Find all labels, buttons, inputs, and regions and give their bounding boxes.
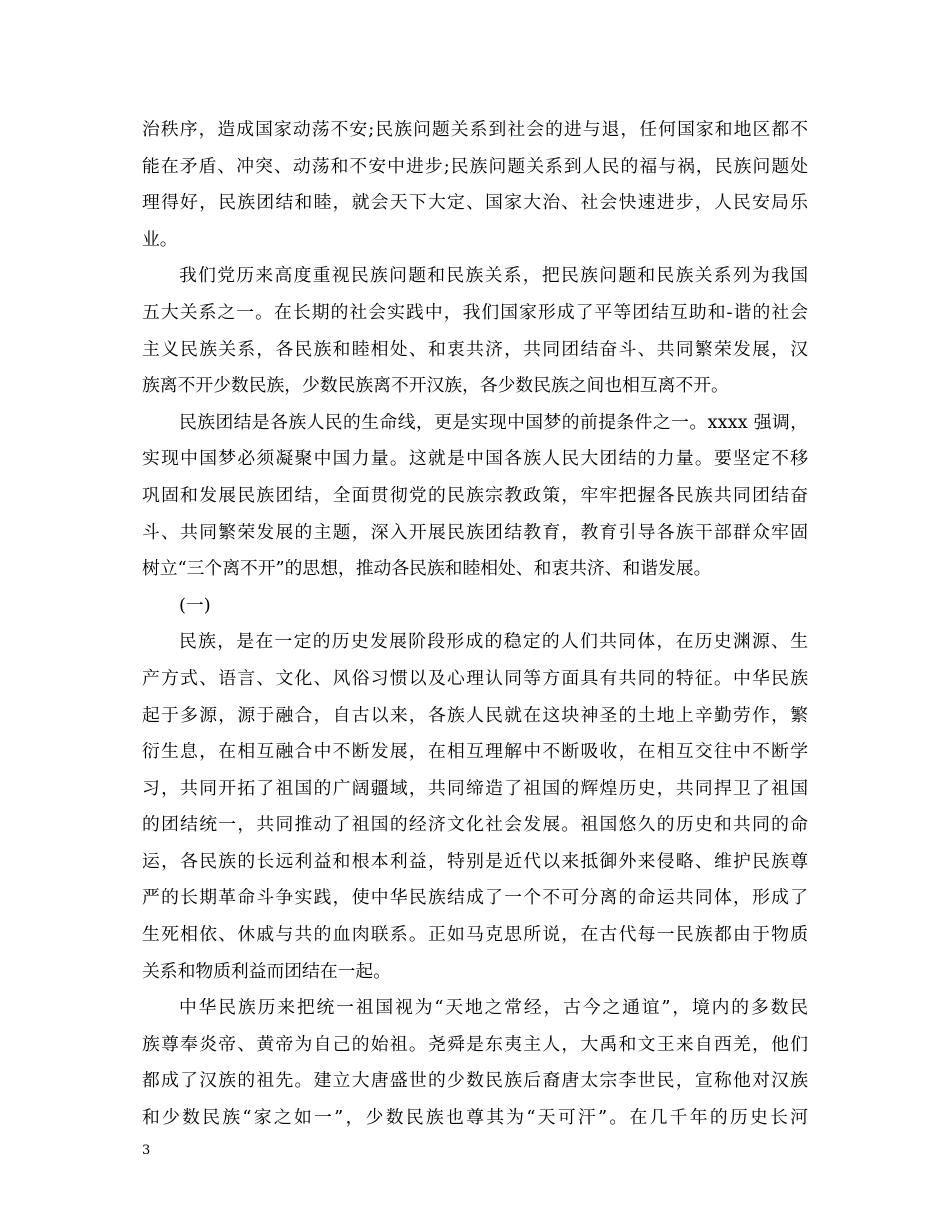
- text-line: 民族，是在一定的历史发展阶段形成的稳定的人们共同体，在历史渊源、生: [179, 631, 808, 653]
- text-line: 都成了汉族的祖先。建立大唐盛世的少数民族后裔唐太宗李世民，宣称他对汉族: [142, 1070, 808, 1092]
- text-line: 衍生息，在相互融合中不断发展，在相互理解中不断吸收，在相互交往中不断学: [142, 741, 808, 763]
- text-line: 运，各民族的长远利益和根本利益，特别是近代以来抵御外来侵略、维护民族尊: [142, 850, 808, 872]
- text-line: (一): [179, 594, 211, 616]
- text-line: 产方式、语言、文化、风俗习惯以及心理认同等方面具有共同的特征。中华民族: [142, 667, 808, 689]
- text-line: 我们党历来高度重视民族问题和民族关系，把民族问题和民族关系列为我国: [179, 265, 808, 287]
- text-line: 的团结统一，共同推动了祖国的经济文化社会发展。祖国悠久的历史和共同的命: [142, 814, 808, 836]
- text-line: 和少数民族“家之如一”，少数民族也尊其为“天可汗”。在几千年的历史长河: [142, 1107, 808, 1129]
- text-line: 起于多源，源于融合，自古以来，各族人民就在这块神圣的土地上辛勤劳作，繁: [142, 704, 808, 726]
- page-number: 3: [142, 1143, 151, 1158]
- text-line: 治秩序，造成国家动荡不安;民族问题关系到社会的进与退，任何国家和地区都不: [142, 119, 808, 140]
- text-line: 族尊奉炎帝、黄帝为自己的始祖。尧舜是东夷主人，大禹和文王来自西羌，他们: [142, 1033, 808, 1055]
- text-line: 生死相依、休戚与共的血肉联系。正如马克思所说，在古代每一民族都由于物质: [142, 924, 808, 946]
- text-line: 民族团结是各族人民的生命线，更是实现中国梦的前提条件之一。xxxx 强调，: [179, 411, 808, 433]
- text-line: 树立“三个离不开”的思想，推动各民族和睦相处、和衷共济、和谐发展。: [142, 558, 712, 580]
- text-line: 关系和物质利益而团结在一起。: [142, 960, 391, 982]
- text-line: 业。: [142, 228, 178, 250]
- text-line: 巩固和发展民族团结，全面贯彻党的民族宗教政策，牢牢把握各民族共同团结奋: [142, 484, 808, 506]
- text-line: 中华民族历来把统一祖国视为“天地之常经，古今之通谊”，境内的多数民: [179, 997, 808, 1019]
- text-line: 严的长期革命斗争实践，使中华民族结成了一个不可分离的命运共同体，形成了: [142, 887, 808, 909]
- text-line: 能在矛盾、冲突、动荡和不安中进步;民族问题关系到人民的福与祸，民族问题处: [142, 155, 808, 177]
- body-text: [142, 112, 808, 1137]
- text-line: 族离不开少数民族，少数民族离不开汉族，各少数民族之间也相互离不开。: [142, 375, 729, 397]
- text-line: 习，共同开拓了祖国的广阔疆域，共同缔造了祖国的辉煌历史，共同捍卫了祖国: [142, 777, 808, 799]
- text-line: 斗、共同繁荣发展的主题，深入开展民族团结教育，教育引导各族干部群众牢固: [142, 521, 808, 543]
- text-line: 理得好，民族团结和睦，就会天下大定、国家大治、社会快速进步，人民安局乐: [142, 192, 808, 214]
- text-line: 五大关系之一。在长期的社会实践中，我们国家形成了平等团结互助和-谐的社会: [142, 301, 808, 323]
- text-line: 主义民族关系，各民族和睦相处、和衷共济，共同团结奋斗、共同繁荣发展，汉: [142, 338, 808, 360]
- text-line: 实现中国梦必须凝聚中国力量。这就是中国各族人民大团结的力量。要坚定不移: [142, 448, 808, 470]
